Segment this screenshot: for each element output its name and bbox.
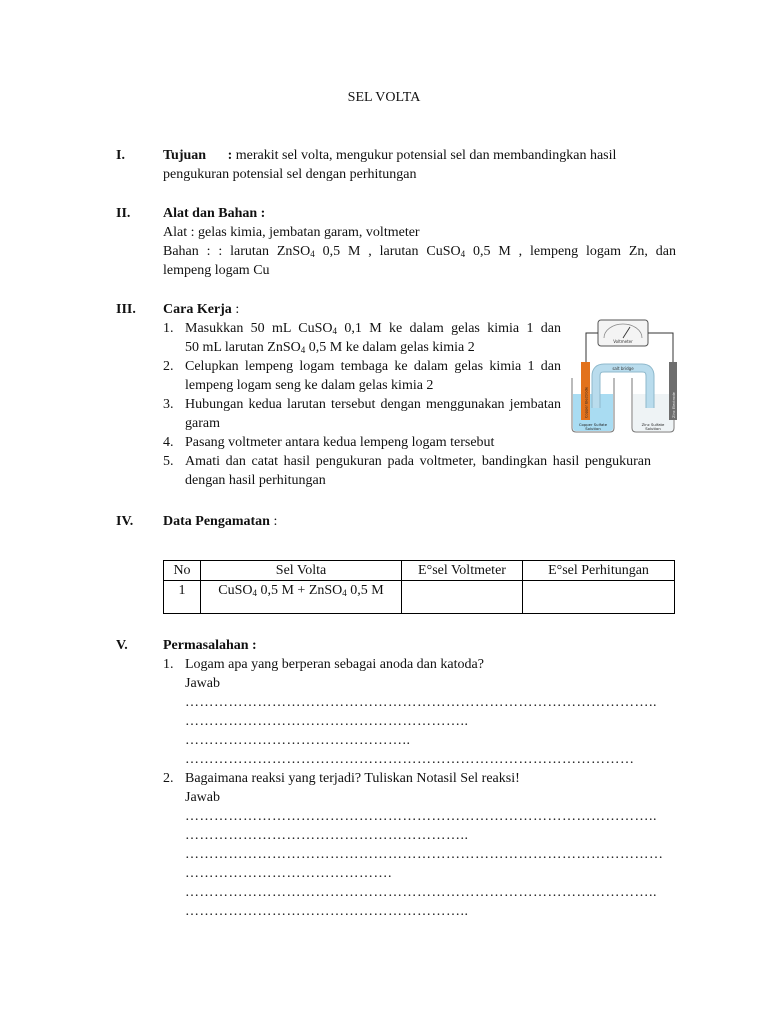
- alat-line: Alat : gelas kimia, jembatan garam, voltmeter: [163, 225, 420, 240]
- list-item: 1. Masukkan 50 mL CuSO$_4$ 0,1 M ke dalam gelas kimia 1 dan 50 mL larutan ZnSO$_4$ 0,5 M ke dalam gelas kimia 2: [163, 321, 561, 355]
- bahan-line: Bahan : : larutan ZnSO$_4$ 0,5 M , larutan CuSO$_4$ 0,5 M , lempeng logam Zn, dan: [163, 244, 676, 259]
- list-item: 5. Amati dan catat hasil pengukuran pada voltmeter, bandingkan hasil pengukuran dengan hasil perhitungan: [163, 454, 651, 488]
- questions-list: [163, 655, 676, 921]
- list-item: 2. Celupkan lempeng logam tembaga ke dalam gelas kimia 1 dan lempeng logam seng ke dalam gelas kimia 2: [163, 359, 561, 393]
- tujuan-text: merakit sel volta, mengukur potensial sel dan membandingkan hasil: [235, 148, 617, 163]
- tujuan-text-cont: pengukuran potensial sel dengan perhitungan: [163, 167, 417, 182]
- cell-e-perhitungan[interactable]: [523, 581, 675, 614]
- svg-text:salt bridge: salt bridge: [612, 366, 634, 371]
- svg-text:Solution: Solution: [645, 426, 661, 431]
- answer-line[interactable]: ……………………………………………………………………………………..: [185, 695, 657, 710]
- list-item: 4. Pasang voltmeter antara kedua lempeng logam tersebut: [163, 435, 495, 450]
- section-number: V.: [116, 638, 128, 653]
- answer-line[interactable]: ………………………………………..: [185, 733, 411, 748]
- colon: :: [227, 148, 233, 163]
- voltaic-cell-diagram: [568, 318, 678, 436]
- data-table: [163, 560, 675, 614]
- table-header-row: [164, 561, 675, 581]
- answer-line[interactable]: …………………………………….: [185, 866, 392, 881]
- question-text: Bagaimana reaksi yang terjadi? Tuliskan Notasil Sel reaksi!: [185, 771, 520, 786]
- question-text: Logam apa yang berperan sebagai anoda dan katoda?: [185, 657, 484, 672]
- col-no: No: [164, 561, 201, 581]
- svg-text:Copper Sulfate: Copper Sulfate: [578, 422, 608, 427]
- answer-line[interactable]: …………………………………………………..: [185, 904, 469, 919]
- svg-text:Solution: Solution: [585, 426, 601, 431]
- svg-text:Copper Electrode: Copper Electrode: [584, 386, 589, 418]
- section-data-pengamatan: IV. Data Pengamatan :: [116, 514, 278, 529]
- col-sel-volta: Sel Volta: [201, 561, 402, 581]
- cell-no: 1: [164, 581, 201, 614]
- cell-sel-volta: CuSO$_4$ 0,5 M + ZnSO$_4$ 0,5 M: [201, 581, 402, 614]
- section-heading: Tujuan: [163, 148, 207, 163]
- section-heading: Permasalahan :: [163, 638, 257, 653]
- col-perhitungan: E°sel Perhitungan: [523, 561, 675, 581]
- section-number: III.: [116, 302, 136, 317]
- section-heading: Data Pengamatan: [163, 514, 270, 529]
- answer-line[interactable]: …………………………………………………………………………………: [185, 752, 635, 767]
- answer-label: Jawab: [185, 790, 220, 805]
- answer-line[interactable]: ……………………………………………………………………………………..: [185, 809, 657, 824]
- svg-text:Zinc Sulfate: Zinc Sulfate: [641, 422, 665, 427]
- section-number: IV.: [116, 514, 134, 529]
- bahan-line-cont: lempeng logam Cu: [163, 263, 270, 278]
- svg-text:Zinc Electrode: Zinc Electrode: [672, 392, 676, 418]
- list-item: 2. Bagaimana reaksi yang terjadi? Tuliskan Notasil Sel reaksi! Jawab …………………………………………………………………………………….. ………………………………………………….. ……………………………………………………………………………………… ……………………………………. …………………………………………………………………………………….. …………………………………………………..: [163, 769, 676, 921]
- table-row: [164, 581, 675, 614]
- svg-text:Voltmeter: Voltmeter: [613, 339, 633, 344]
- section-alat-bahan: [116, 204, 676, 280]
- list-item: 1. Logam apa yang berperan sebagai anoda dan katoda? Jawab …………………………………………………………………………………….. ………………………………………………….. ……………………………………….. …………………………………………………………………………………: [163, 655, 676, 769]
- answer-line[interactable]: ……………………………………………………………………………………..: [185, 885, 657, 900]
- section-heading: Alat dan Bahan :: [163, 206, 266, 221]
- section-tujuan: [116, 146, 676, 184]
- answer-line[interactable]: ………………………………………………………………………………………: [185, 847, 664, 862]
- answer-label: Jawab: [185, 676, 220, 691]
- section-heading: Cara Kerja :: [163, 302, 240, 317]
- col-voltmeter: E°sel Voltmeter: [402, 561, 523, 581]
- answer-line[interactable]: …………………………………………………..: [185, 828, 469, 843]
- page-title: SEL VOLTA: [347, 90, 421, 105]
- cell-e-voltmeter[interactable]: [402, 581, 523, 614]
- section-number: II.: [116, 206, 131, 221]
- answer-line[interactable]: …………………………………………………..: [185, 714, 469, 729]
- list-item: 3. Hubungan kedua larutan tersebut dengan menggunakan jembatan garam: [163, 397, 561, 431]
- section-permasalahan: [116, 636, 676, 921]
- section-number: I.: [116, 148, 125, 163]
